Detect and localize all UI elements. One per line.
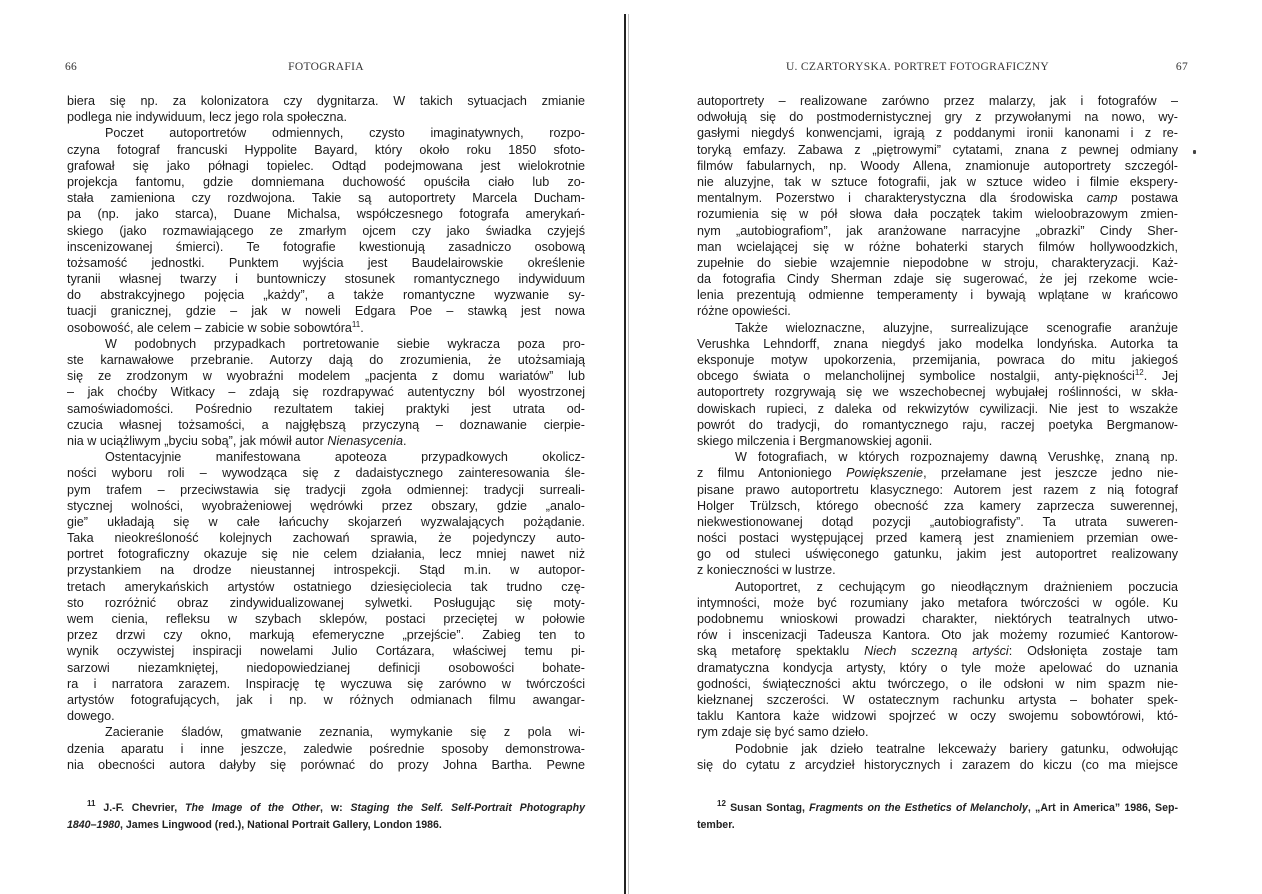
text-line xyxy=(697,125,1178,141)
text-line xyxy=(697,93,1178,109)
text-run: sarzowi niezamkniętej, niedopowiedzianej definicji osobowości bohate- xyxy=(67,660,585,675)
text-run: ską metaforę spektaklu xyxy=(697,644,865,659)
text-line xyxy=(67,352,585,368)
text-run: portret fotograficzny okazuje się nie celem działania, lecz mniej nawet niż xyxy=(67,547,585,562)
text-line xyxy=(67,757,585,773)
text-run: lenia prezentują odmienne temperamenty i bywają wplątane w krańcowo xyxy=(697,288,1178,303)
text-line xyxy=(67,611,585,627)
paragraph xyxy=(67,336,585,449)
text-run: inscenizowanej śmierci). Te fotografie kwestionują zasadniczo osobową xyxy=(67,239,585,254)
text-line xyxy=(67,579,585,595)
text-line xyxy=(697,271,1178,287)
running-head-title: FOTOGRAFIA xyxy=(288,61,364,73)
italic-text: 1840–1980 xyxy=(67,819,121,831)
body-text xyxy=(67,93,585,773)
text-run: filmów fabularnych, np. Woody Allena, znamionuje autoportrety szczegól- xyxy=(697,158,1178,173)
text-line xyxy=(67,417,585,433)
text-line xyxy=(67,239,585,255)
text-line xyxy=(67,433,585,449)
text-run: , przełamane jest jeszcze jedno nie- xyxy=(923,466,1178,481)
text-run: gie” układają się w całe łańcuchy skojarzeń wyzwalających pożądanie. xyxy=(67,514,585,529)
text-run: kiełznanej szczerości. W ostatecznym rachunku artysta – bohater spek- xyxy=(697,692,1178,707)
text-line xyxy=(67,660,585,676)
footnote-marker: 12 xyxy=(1134,368,1144,378)
text-line xyxy=(697,579,1178,595)
text-line xyxy=(67,336,585,352)
text-line xyxy=(697,223,1178,239)
text-line xyxy=(697,465,1178,481)
text-run: artystów fotografujących, jak i np. w różnych odmianach filmu awangar- xyxy=(67,692,585,707)
italic-text: Fragments on the Esthetics of Melancholy xyxy=(809,802,1028,814)
text-run: man wcielającej się w różne bohaterki starych filmów hollywoodzkich, xyxy=(697,239,1178,254)
text-run: wem cienia, refleksu w szybach sklepów, postaci przeciętej w połowie xyxy=(67,612,585,626)
footnote-line xyxy=(697,800,1178,817)
text-run: Taka nieokreśloność kolejnych zachowań sprawia, że pojedynczy auto- xyxy=(67,531,585,546)
text-run: rozumienia się w pół słowa dała początek takim wieloobrazowym zmien- xyxy=(697,207,1178,222)
text-run: skiego (jako rozmawiającego ze zmarłym ojcem czy jako świadka czyjejś xyxy=(67,223,585,238)
text-run: gasłymi niegdyś konwencjami, igrają z poddanymi ironii kanonami i z re- xyxy=(697,126,1178,141)
text-run: Verushka Lehndorff, znana niegdyś jako modelka londyńska. Autorka ta xyxy=(697,336,1178,351)
footnotes xyxy=(67,800,585,834)
book-gutter-fold xyxy=(624,14,626,894)
text-run: : Odsłonięta zostaje tam xyxy=(1008,644,1178,659)
text-run: skiego milczenia i Bergmanowskiej agonii. xyxy=(697,433,933,448)
text-line xyxy=(67,223,585,239)
text-line xyxy=(697,611,1178,627)
text-run: pym trafem – przeciwstawia się tradycji zgoła odmiennej: tradycji surreali- xyxy=(67,482,585,497)
text-line xyxy=(67,482,585,498)
text-line xyxy=(67,562,585,578)
text-line xyxy=(697,206,1178,222)
text-run: intymności, może być rozumiany jako metafora twórczości w ogóle. Ku xyxy=(697,595,1178,610)
text-run: dzenia aparatu i inne jeszcze, zaledwie pośrednie sposoby demonstrowa- xyxy=(67,741,585,756)
text-run: grafował się jako półnagi topielec. Odtąd podejmowana jest wielokrotnie xyxy=(67,158,585,173)
text-run: dowiskach rupieci, z daleka od rekwizytów cywilizacji. Nie jest to wszakże xyxy=(697,401,1178,416)
text-run: Zacieranie śladów, gmatwanie zeznania, wymykanie się z pola wi- xyxy=(105,725,585,740)
text-run: Także wieloznaczne, aluzyjne, surrealizujące scenografie aranżuje xyxy=(735,320,1178,335)
text-line xyxy=(67,303,585,319)
text-line xyxy=(67,158,585,174)
text-line xyxy=(67,190,585,206)
text-run: toryką emfazy. Zabawa z „piętrowymi” cytatami, znana z pewnej odmiany xyxy=(697,142,1178,157)
text-run: , James Lingwood (red.), National Portrait Gallery, London 1986. xyxy=(120,819,442,831)
left-page xyxy=(67,0,585,894)
paragraph xyxy=(67,93,585,125)
text-run: Podobnie jak dzieło teatralne lekceważy bariery gatunku, odwołując xyxy=(735,741,1178,756)
paragraph xyxy=(697,93,1178,320)
running-header xyxy=(697,61,1188,75)
text-line xyxy=(67,546,585,562)
text-line xyxy=(697,724,1178,740)
text-line xyxy=(67,449,585,465)
text-line xyxy=(67,708,585,724)
text-run: eksponuje motyw upokorzenia, przemijania, powraca do mitu jakiegoś xyxy=(697,353,1178,367)
text-line xyxy=(697,174,1178,190)
text-run: przystankiem na drodze nieustannej introspekcji. Stąd m.in. w autopor- xyxy=(67,563,585,578)
text-run: podobnemu wnioskowi prowadzi charakter, niektórych teatralnych utwo- xyxy=(697,612,1178,626)
text-line xyxy=(697,546,1178,562)
text-run: tuacji granicznej, gdzie – jak w noweli Edgara Poe – stawką jest nowa xyxy=(67,304,585,319)
text-run: autoportrety – realizowane zarówno przez malarzy, jak i fotografów – xyxy=(697,94,1178,108)
text-run: . xyxy=(360,320,364,335)
text-run: przez drzwi czy okno, markują efemeryczne „przejście”. Zabieg ten to xyxy=(67,628,585,643)
text-run: pa (np. jako starca), Duane Michalsa, współczesnego fotografa amerykań- xyxy=(67,207,585,222)
text-run: czucia własnej tożsamości, a najgłębszą przyczyną – doznawanie cierpie- xyxy=(67,417,585,432)
text-run: taklu Kantora każe widzowi spojrzeć w oczy swojemu sobowtórowi, któ- xyxy=(697,709,1178,724)
text-line xyxy=(67,514,585,530)
text-run: wynik oczywistej inspiracji nowelami Julio Cortázara, właściwej temu pi- xyxy=(67,644,585,659)
text-run: tożsamość jednostki. Punktem wyjścia jest Baudelairowskie określenie xyxy=(67,255,585,270)
text-run: z konieczności w lustrze. xyxy=(697,563,836,578)
italic-text: Nienasycenia xyxy=(327,433,403,448)
text-line xyxy=(697,303,1178,319)
paragraph xyxy=(67,449,585,724)
text-run: dramatyczna kondycja artysty, który o tyle może apelować do uznania xyxy=(697,660,1178,675)
text-run: osobowość, ale celem – zabicie w sobie sobowtóra xyxy=(67,320,352,335)
text-run: rów i inscenizacji Tadeusza Kantora. Oto jak możemy rozumieć Kantorow- xyxy=(697,628,1178,643)
footnote-line xyxy=(67,800,585,817)
text-line xyxy=(697,401,1178,417)
text-line xyxy=(67,498,585,514)
text-run: zupełnie do siebie wzajemnie niepodobne w stroju, charakteryzacji. Każ- xyxy=(697,255,1178,270)
text-line xyxy=(697,109,1178,125)
text-line xyxy=(67,676,585,692)
paragraph xyxy=(697,579,1178,741)
text-line xyxy=(67,741,585,757)
text-line xyxy=(697,692,1178,708)
italic-text: camp xyxy=(1086,191,1118,206)
book-gutter-shadow xyxy=(628,14,629,894)
footnote-marker: 11 xyxy=(87,799,96,808)
text-line xyxy=(67,109,585,125)
text-line xyxy=(67,142,585,158)
text-run: projekcja fantomu, gdzie domniemana duchowość opuściła ciało lub zo- xyxy=(67,174,585,189)
text-line xyxy=(67,465,585,481)
italic-text: Staging the Self. Self-Portrait Photography xyxy=(350,802,585,814)
paragraph xyxy=(67,125,585,335)
text-run: do abstrakcyjnego pojęcia „każdy”, a także romantyczne wyzwanie sy- xyxy=(67,288,585,303)
text-run: nia obecności autora dałyby się porównać do prozy Johna Bartha. Pewne xyxy=(67,757,585,772)
text-line xyxy=(697,287,1178,303)
text-line xyxy=(697,190,1178,206)
text-line xyxy=(697,352,1178,368)
text-run: się ze zrodzonym w wyobraźni modelem „pacjenta z domu wariatów” lub xyxy=(67,369,585,384)
text-line xyxy=(697,660,1178,676)
text-run: z filmu Antonioniego xyxy=(697,466,847,481)
text-line xyxy=(67,692,585,708)
text-run: powrót do tradycji, do romantycznego raju, raczej poetyka Bergmanow- xyxy=(697,417,1178,432)
text-run: ra i narratora zarazem. Inspirację tę wyczuwa się zarówno w twórczości xyxy=(67,676,585,691)
text-line xyxy=(67,595,585,611)
running-head-title: U. CZARTORYSKA. PORTRET FOTOGRAFICZNY xyxy=(785,61,1050,73)
text-line xyxy=(67,530,585,546)
text-run: . Jej xyxy=(1143,369,1178,384)
text-line xyxy=(67,384,585,400)
text-run: rym zdaje się być samo dzieło. xyxy=(697,725,869,740)
text-run: tember. xyxy=(697,819,735,831)
text-line xyxy=(67,287,585,303)
text-line xyxy=(697,368,1178,384)
text-run: stycznej wolności, wyobrażeniowej wędrówki przez obszary, gdzie „analo- xyxy=(67,498,585,513)
text-run: biera się np. za kolonizatora czy dygnitarza. W takich sytuacjach zmianie xyxy=(67,94,585,108)
italic-text: Niech sczezną artyści xyxy=(864,644,1009,659)
text-run: stała zamieniona czy rozdwojona. Takie są autoportrety Marcela Ducham- xyxy=(67,191,585,206)
text-run: ste karnawałowe przebranie. Autorzy dają do zrozumienia, że utożsamiają xyxy=(67,353,585,367)
text-run: tretach amerykańskich artystów ostatniego dziesięciolecia tak trudno czę- xyxy=(67,579,585,594)
italic-text: The Image of the Other xyxy=(185,802,321,814)
text-line xyxy=(697,676,1178,692)
text-line xyxy=(697,530,1178,546)
text-line xyxy=(697,417,1178,433)
text-line xyxy=(697,449,1178,465)
text-run: autoportrety rozgrywają się we wszechobecnej wybujałej roślinności, w skła- xyxy=(697,385,1178,400)
text-run: dowego. xyxy=(67,709,115,724)
text-run: ności wyboru roli – wywodząca się z dadaistycznego zainteresowania śle- xyxy=(67,466,585,481)
text-line xyxy=(697,482,1178,498)
text-run: mentalnym. Pozerstwo i charakterystyczna dla środowiska xyxy=(697,191,1087,206)
text-line xyxy=(67,255,585,271)
text-line xyxy=(697,433,1178,449)
text-run: . xyxy=(402,433,407,448)
text-run: niekwestionowanej dotąd pozycji „autobiografisty”. Ta utrata suweren- xyxy=(697,514,1178,529)
text-run: – jak choćby Witkacy – zdają się rozdrapywać autentyczny ból wyostrzonej xyxy=(67,385,585,400)
text-line xyxy=(697,741,1178,757)
text-run: postawa xyxy=(1117,191,1178,206)
text-line xyxy=(67,206,585,222)
text-line xyxy=(67,174,585,190)
page-number: 67 xyxy=(1175,61,1188,73)
right-page xyxy=(697,0,1188,894)
paragraph xyxy=(697,320,1178,450)
running-header xyxy=(67,61,585,75)
text-line xyxy=(697,562,1178,578)
text-line xyxy=(697,336,1178,352)
text-run: podlega nie indywiduum, lecz jego rola społeczna. xyxy=(67,110,348,125)
text-run: odwołują się do postmodernistycznej gry z przywołanymi na nowo, wy- xyxy=(697,110,1178,125)
text-run: , „Art in America” 1986, Sep- xyxy=(1027,802,1178,814)
text-run: Poczet autoportretów odmiennych, czysto imaginatywnych, rozpo- xyxy=(105,126,585,141)
text-line xyxy=(697,757,1178,773)
text-line xyxy=(697,514,1178,530)
text-line xyxy=(697,320,1178,336)
page-number: 66 xyxy=(65,61,78,73)
body-text xyxy=(697,93,1178,773)
text-line xyxy=(67,93,585,109)
text-run: obcego świata o melancholijnej symbolice nostalgii, anty-piękności xyxy=(697,369,1135,384)
text-run: ności postaci występującej przed kamerą jest znamieniem przemian owe- xyxy=(697,531,1178,546)
text-run: różne opowieści. xyxy=(697,304,791,319)
paragraph xyxy=(67,724,585,773)
footnote-marker: 11 xyxy=(351,319,361,329)
text-line xyxy=(697,239,1178,255)
text-run: pisane prawo autoportretu klasycznego: Autorem jest razem z nią fotograf xyxy=(697,482,1178,497)
text-run: W podobnych przypadkach portretowanie siebie wykracza poza pro- xyxy=(105,336,585,351)
text-line xyxy=(697,627,1178,643)
text-run: godności, świąteczności aktu twórczego, o ile odsłoni w nim spazm nie- xyxy=(697,676,1178,691)
footnotes xyxy=(697,800,1178,834)
text-line xyxy=(67,368,585,384)
footnote-line xyxy=(697,817,1178,834)
text-run: da fotografia Cindy Sherman zdaje się sugerować, że jej rzekome wcie- xyxy=(697,272,1178,287)
text-run: nym „autobiografiom”, jak aranżowane narracyjne „obrazki” Cindy Sher- xyxy=(697,223,1178,238)
text-run: tyranii własnej twarzy i buntowniczy stosunek romantycznego indywiduum xyxy=(67,272,585,287)
text-line xyxy=(67,724,585,740)
text-line xyxy=(697,158,1178,174)
text-line xyxy=(697,708,1178,724)
text-line xyxy=(67,643,585,659)
text-line xyxy=(67,125,585,141)
text-run: go od stuleci uświęconego gatunku, jakim jest autoportret realizowany xyxy=(697,547,1178,562)
text-line xyxy=(697,142,1178,158)
text-line xyxy=(67,401,585,417)
text-run: Holger Trülzsch, którego obecność zza kamery zaprzecza suwerennej, xyxy=(697,498,1178,513)
footnote-marker: 12 xyxy=(717,799,726,808)
text-run: , w: xyxy=(320,802,351,814)
text-line xyxy=(67,627,585,643)
text-run: Ostentacyjnie manifestowana apoteoza przypadkowych okolicz- xyxy=(105,450,585,465)
scan-speck xyxy=(1193,150,1196,154)
text-line xyxy=(697,595,1178,611)
text-run: Autoportret, z cechującym go nieodłącznym drażnieniem poczucia xyxy=(735,579,1178,594)
text-run: W fotografiach, w których rozpoznajemy dawną Verushkę, znaną np. xyxy=(735,450,1178,465)
text-line xyxy=(697,498,1178,514)
text-run: sto rozróżnić obraz zindywidualizowanej sylwetki. Posługując się moty- xyxy=(67,595,585,610)
text-line xyxy=(67,271,585,287)
text-line xyxy=(67,320,585,336)
paragraph xyxy=(697,741,1178,773)
text-line xyxy=(697,255,1178,271)
text-line xyxy=(697,384,1178,400)
footnote-line xyxy=(67,817,585,834)
text-run: się do cytatu z arcydzieł historycznych i zarazem do kiczu (co ma miejsce xyxy=(697,757,1178,772)
text-run: J.-F. Chevrier, xyxy=(95,802,185,814)
italic-text: Powiększenie xyxy=(846,466,924,481)
text-run: nie aluzyjne, tak w sztuce fotografii, jak w sztuce wideo i filmie ekspery- xyxy=(697,174,1178,189)
text-run: samoświadomości. Pośrednio rezultatem takiej praktyki jest utrata od- xyxy=(67,401,585,416)
text-run: nia w uciążliwym „byciu sobą”, jak mówił autor xyxy=(67,433,328,448)
text-run: Susan Sontag, xyxy=(725,802,810,814)
text-run: czyna fotograf francuski Hyppolite Bayard, który około roku 1850 sfoto- xyxy=(67,142,585,157)
text-line xyxy=(697,643,1178,659)
paragraph xyxy=(697,449,1178,579)
